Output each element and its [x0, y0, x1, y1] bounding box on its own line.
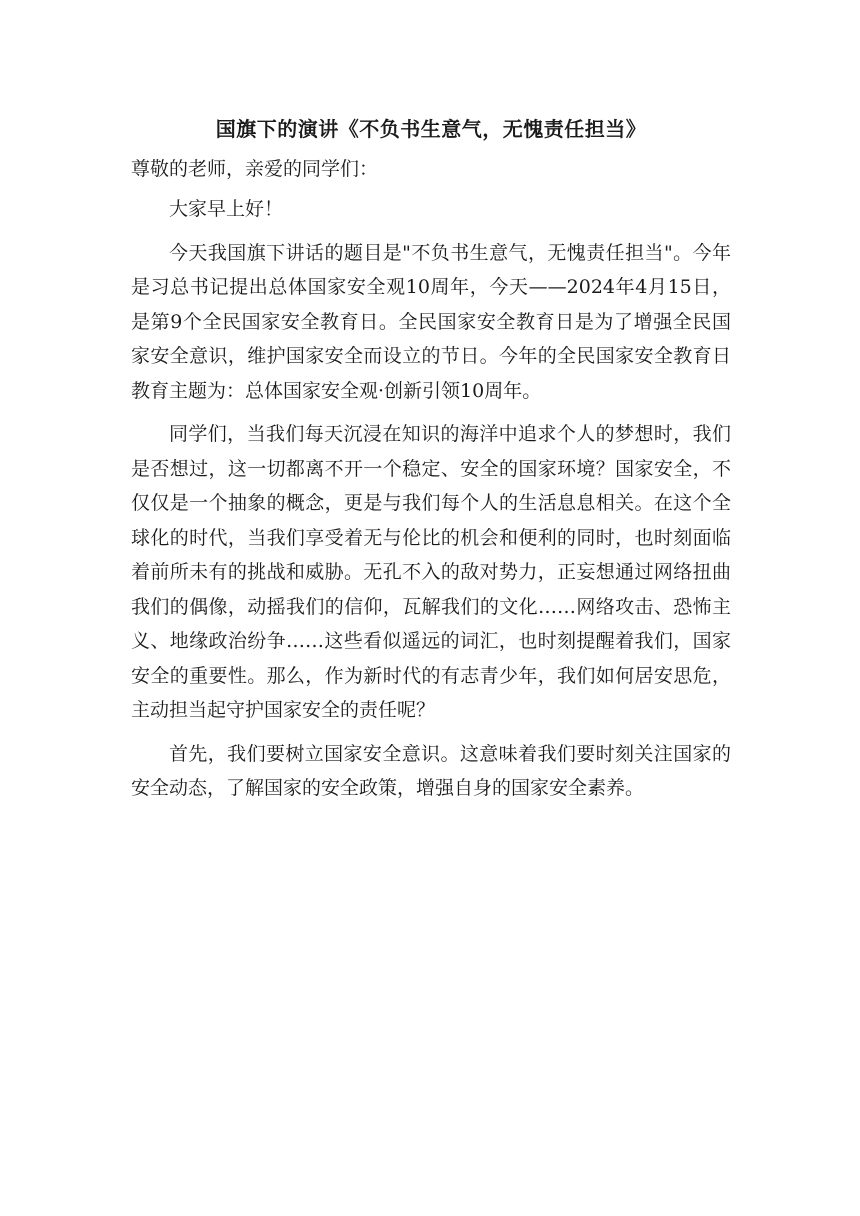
paragraph-greeting: 大家早上好！	[169, 198, 284, 220]
salutation: 尊敬的老师，亲爱的同学们：	[131, 158, 379, 180]
paragraph-national-security: 同学们，当我们每天沉浸在知识的海洋中追求个人的梦想时，我们是否想过，这一切都离不开一个稳定、安全的国家环境？国家安全，不仅仅是一个抽象的概念，更是与我们每个人的生活息息相关。在这个全球化的时代，当我们享受着无与伦比的机会和便利的同时，也时刻面临着前所未有的挑战和威胁。无孔不入的敌对势力，正妄想通过网络扭曲我们的偶像，动摇我们的信仰，瓦解我们的文化……网络攻击、恐怖主义、地缘政治纷争……这些看似遥远的词汇，也时刻提醒着我们，国家安全的重要性。那么，作为新时代的有志青少年，我们如何居安思危，主动担当起守护国家安全的责任呢？	[131, 423, 731, 721]
paragraph-awareness: 首先，我们要树立国家安全意识。这意味着我们要时刻关注国家的安全动态，了解国家的安全政策，增强自身的国家安全素养。	[131, 742, 731, 799]
paragraph-topic: 今天我国旗下讲话的题目是"不负书生意气，无愧责任担当"。今年是习总书记提出总体国家安全观10周年，今天——2024年4月15日，是第9个全民国家安全教育日。全民国家安全教育日是为了增强全民国家安全意识，维护国家安全而设立的节日。今年的全民国家安全教育日教育主题为：总体国家安全观·创新引领10周年。	[131, 241, 731, 402]
document-body	[131, 112, 731, 806]
speech-title: 国旗下的演讲《不负书生意气，无愧责任担当》	[215, 117, 647, 141]
